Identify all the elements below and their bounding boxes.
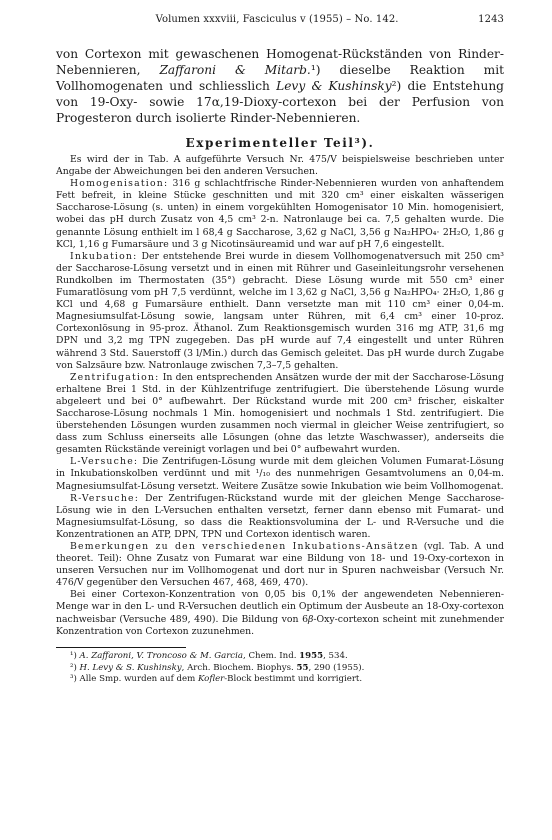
- body-text: [56, 154, 504, 638]
- page-number: 1243: [478, 14, 504, 25]
- homogenisation-paragraph: Homogenisation: 316 g schlachtfrische Rinder-Nebennieren wurden von anhaftendem Fett befreit, in kleine Stücke geschnitten und mit 320 cm³ einer eiskalten wässerigen Saccharose-Lösung (s. unten) in einem vorgekühlten Homogenisator 10 Min. homogenisiert, wobei das pH durch Zusatz von 4,5 cm³ 2-n. Natronlauge bei ca. 7,5 gehalten wurde. Die genannte Lösung enthielt im l 68,4 g Saccharose, 3,62 g NaCl, 3,56 g Na₂HPO₄· 2H₂O, 1,86 g KCl, 1,16 g Fumarsäure und 3 g Nicotinsäureamid und war auf pH 7,6 eingestellt.: [56, 178, 504, 250]
- page: [56, 14, 504, 686]
- concentration-paragraph: Bei einer Cortexon-Konzentration von 0,05 bis 0,1% der angewendeten Nebennieren-Menge war in den L- und R-Versuchen deutlich ein Optimum der Ausbeute an 18-Oxy-cortexon nachweisbar (Versuche 489, 490). Die Bildung von 6β-Oxy-cortexon scheint mit zunehmender Konzentration von Cortexon zuzunehmen.: [56, 589, 504, 637]
- footnote-3: ³) Alle Smp. wurden auf dem Kofler-Block bestimmt und korrigiert.: [70, 674, 363, 685]
- paragraph-heading: L-Versuche:: [70, 456, 139, 468]
- journal-header: Volumen xxxviii, Fasciculus v (1955) – No. 142.: [155, 14, 399, 25]
- r-versuche-paragraph: R-Versuche: Der Zentrifugen-Rückstand wurde mit der gleichen Menge Saccharose-Lösung wie in den L-Versuchen enthalten versetzt, ferner dann ebenso mit Fumarat- und Magnesiumsulfat-Lösung, so dass die Reaktionsvolumina der L- und R-Versuche und die Konzentrationen an ATP, DPN, TPN und Cortexon identisch waren.: [56, 492, 504, 540]
- footnotes: [56, 651, 504, 686]
- footnote-2: ²) H. Levy & S. Kushinsky, Arch. Biochem. Biophys. 55, 290 (1955).: [70, 662, 365, 673]
- bemerkungen-paragraph: Bemerkungen zu den verschiedenen Inkubations-Ansätzen (vgl. Tab. A und theoret. Teil): Ohne Zusatz von Fumarat war eine Bildung von 18- und 19-Oxy-cortexon in unseren Versuchen nur im Vollhomogenat und dort nur in Spuren nachweisbar (Versuch Nr. 476/V gegenüber den Versuchen 467, 468, 469, 470).: [56, 541, 504, 589]
- l-versuche-paragraph: L-Versuche: Die Zentrifugen-Lösung wurde mit dem gleichen Volumen Fumarat-Lösung in Inkubationskolben verdünnt und mit ¹/₁₀ des nunmehrigen Gesamtvolumens an 0,04-m. Magnesiumsulfat-Lösung versetzt. Weitere Zusätze sowie Inkubation wie beim Vollhomogenat.: [56, 456, 504, 492]
- inkubation-paragraph: Inkubation: Der entstehende Brei wurde in diesem Vollhomogenatversuch mit 250 cm³ der Saccharose-Lösung versetzt und in einen mit Rührer und Gaseinleitungsrohr versehenen Rundkolben im Thermostaten (35°) gebracht. Diese Lösung wurde mit 550 cm³ einer Fumaratlösung vom pH 7,5 verdünnt, welche im l 3,62 g NaCl, 3,56 g Na₂HPO₄· 2H₂O, 1,86 g KCl und 4,68 g Fumarsäure enthielt. Dann versetzte man mit 110 cm³ einer 0,04-m. Magnesiumsulfat-Lösung sowie, langsam unter Rühren, mit 6,4 cm³ einer 10-proz. Cortexonlösung in 95-proz. Äthanol. Zum Reaktionsgemisch wurden 316 mg ATP, 31,6 mg DPN und 3,2 mg TPN zugegeben. Das pH wurde auf 7,4 eingestellt und unter Rühren während 3 Std. Sauerstoff (3 l/Min.) durch das Gemisch geleitet. Das pH wurde durch Zugabe von Salzsäure bzw. Natronlauge zwischen 7,3–7,5 gehalten.: [56, 250, 504, 371]
- section-title: Experimenteller Teil³).: [185, 136, 375, 150]
- author-reference: Levy & Kushinsky: [276, 79, 392, 93]
- lead-paragraph: von Cortexon mit gewaschenen Homogenat-Rückständen von Rinder-Nebennieren, Zaffaroni & Mitarb.¹) dieselbe Reaktion mit Vollhomogenaten und schliesslich Levy & Kushinsky²) die Entstehung von 19-Oxy- sowie 17α,19-Dioxy-cortexon bei der Perfusion von Progesteron durch isolierte Rinder-Nebennieren.: [56, 47, 505, 125]
- paragraph-heading: Inkubation:: [70, 250, 138, 262]
- intro-paragraph: Es wird der in Tab. A aufgeführte Versuch Nr. 475/V beispielsweise beschrieben unter Angabe der Abweichungen bei den anderen Versuchen.: [56, 154, 504, 178]
- footnote-rule: [56, 647, 186, 648]
- zentrifugation-paragraph: Zentrifugation: In den entsprechenden Ansätzen wurde der mit der Saccharose-Lösung erhaltene Brei 1 Std. in der Kühlzentrifuge zentrifugiert. Die überstehende Lösung wurde abgeleert und bei 0° aufbewahrt. Der Rückstand wurde mit 200 cm³ frischer, eiskalter Saccharose-Lösung nochmals 1 Min. homogenisiert und nochmals 1 Std. zentrifugiert. Die überstehenden Lösungen wurden zusammen noch viermal in gleicher Weise zentrifugiert, so dass zum Schluss einerseits alle Lösungen (ohne das letzte Waschwasser), anderseits die gesamten Rückstände vereinigt vorlagen und bei 0° aufbewahrt wurden.: [56, 371, 504, 456]
- footnote-1: ¹) A. Zaffaroni, V. Troncoso & M. Garcia, Chem. Ind. 1955, 534.: [70, 650, 348, 661]
- paragraph-heading: Zentrifugation:: [70, 371, 160, 383]
- paragraph-heading: Homogenisation:: [70, 178, 169, 190]
- paragraph-heading: Bemerkungen zu den verschiedenen Inkubations-Ansätzen: [70, 541, 419, 552]
- paragraph-heading: R-Versuche:: [70, 492, 140, 504]
- author-reference: Zaffaroni & Mitarb.: [159, 63, 311, 77]
- running-head: [56, 14, 504, 28]
